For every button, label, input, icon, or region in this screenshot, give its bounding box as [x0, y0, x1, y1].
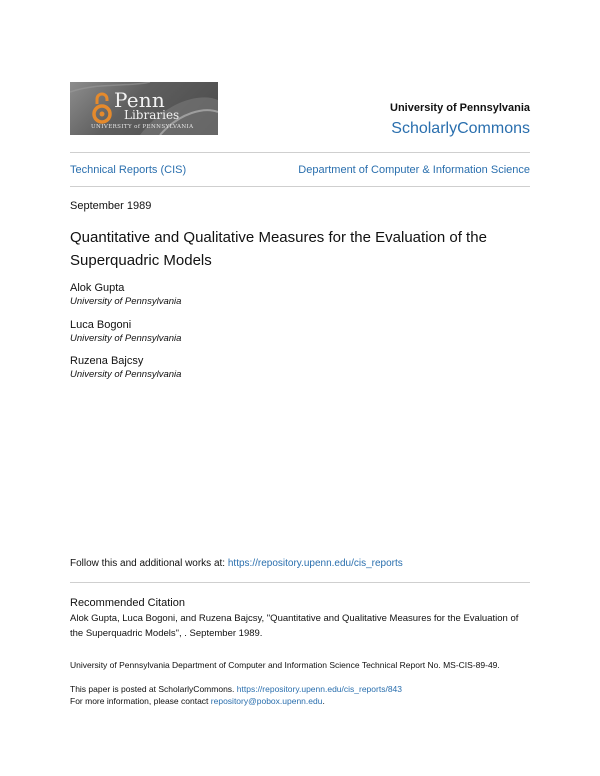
- recommended-citation-heading: Recommended Citation: [70, 597, 185, 609]
- follow-works-line: [70, 558, 403, 569]
- paper-permalink[interactable]: https://repository.upenn.edu/cis_reports/843: [236, 684, 402, 694]
- technical-report-note: University of Pennsylvania Department of Computer and Information Science Technical Report No. MS-CIS-89-49.: [70, 660, 500, 670]
- citation-text: Alok Gupta, Luca Bogoni, and Ruzena Bajcsy, "Quantitative and Qualitative Measures for the Evaluation of the Superquadric Models", . September 1989.: [70, 613, 519, 639]
- posted-text: This paper is posted at ScholarlyCommons.: [70, 684, 237, 694]
- paper-title: Quantitative and Qualitative Measures for the Evaluation of the Superquadric Models: [70, 229, 487, 269]
- university-name: University of Pennsylvania: [390, 102, 530, 114]
- contact-end: .: [322, 696, 325, 706]
- follow-text: Follow this and additional works at:: [70, 558, 228, 569]
- author-affiliation: University of Pennsylvania: [70, 296, 182, 307]
- series-link[interactable]: Technical Reports (CIS): [70, 164, 187, 176]
- logo-penn-text: Penn: [114, 88, 165, 112]
- department-link[interactable]: Department of Computer & Information Science: [298, 164, 530, 176]
- author-affiliation: University of Pennsylvania: [70, 369, 182, 380]
- posted-line: [70, 684, 402, 694]
- logo-libraries-text: Libraries: [124, 108, 180, 122]
- penn-open-access-mark-icon: [92, 90, 112, 126]
- author-name: Luca Bogoni: [70, 319, 132, 331]
- author-name: Ruzena Bajcsy: [70, 355, 144, 367]
- cis-reports-link[interactable]: https://repository.upenn.edu/cis_reports: [227, 558, 403, 569]
- author-name: Alok Gupta: [70, 282, 125, 294]
- contact-line: [70, 696, 325, 706]
- divider: [70, 152, 530, 153]
- author-affiliation: University of Pennsylvania: [70, 333, 182, 344]
- divider: [70, 582, 530, 583]
- divider: [70, 186, 530, 187]
- publication-date: September 1989: [70, 200, 152, 212]
- contact-email-link[interactable]: repository@pobox.upenn.edu: [210, 696, 323, 706]
- contact-text: For more information, please contact: [70, 696, 211, 706]
- penn-libraries-logo: [70, 82, 218, 135]
- scholarlycommons-link[interactable]: ScholarlyCommons: [391, 120, 530, 137]
- logo-university-text: UNIVERSITY of PENNSYLVANIA: [91, 124, 194, 130]
